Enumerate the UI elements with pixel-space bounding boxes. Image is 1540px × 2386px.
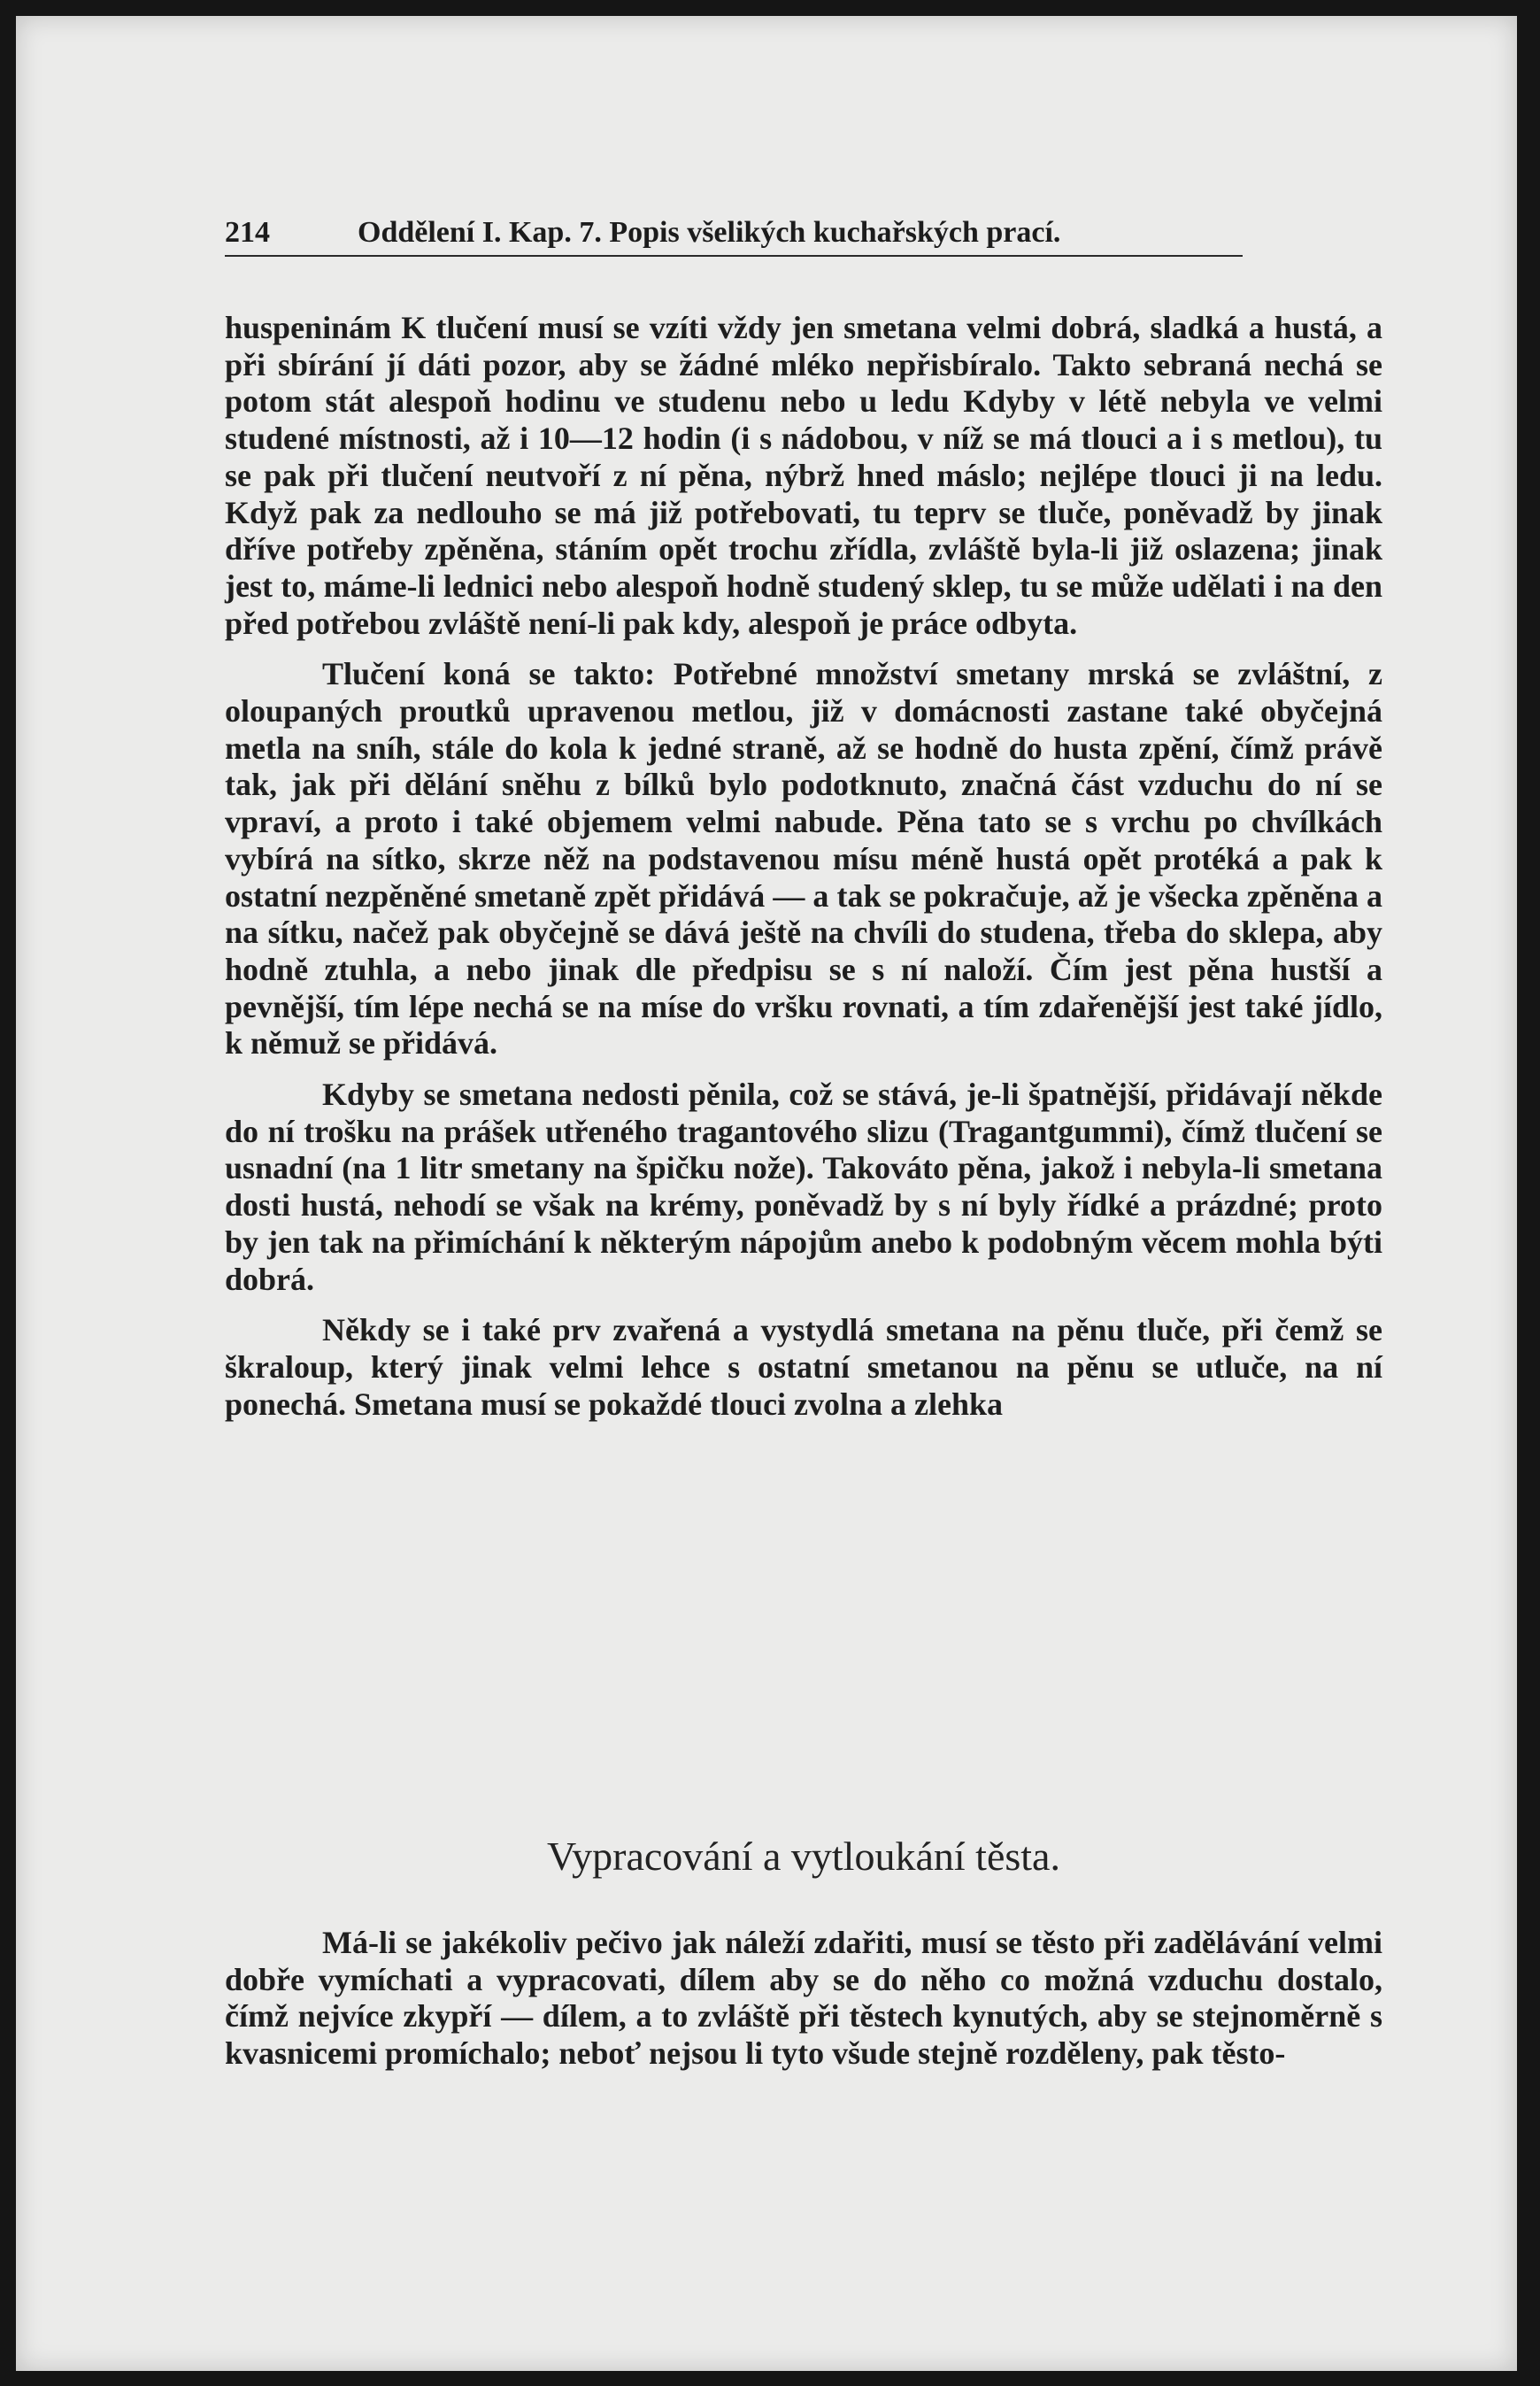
section-heading: Vypracování a vytloukání těsta. <box>547 1834 1060 1879</box>
paragraph-1: huspeninám K tlučení musí se vzíti vždy jen smetana velmi dobrá, sladká a hustá, a při sbírání jí dáti pozor, aby se žádné mléko nepřisbíralo. Takto sebraná nechá se potom stát alespoň hodinu ve studenu nebo u ledu Kdyby v létě nebyla ve velmi studené místnosti, až i 10—12 hodin (i s nádobou, v níž se má tlouci a i s metlou), tu se pak při tlučení neutvoří z ní pěna, nýbrž hned máslo; nejlépe tlouci ji na ledu. Když pak za nedlouho se má již potřebovati, tu teprv se tluče, poněvadž by jinak dříve potřeby zpěněna, stáním opět trochu zřídla, zvláště byla-li již oslazena; jinak jest to, máme-li lednici nebo alespoň hodně studený sklep, tu se může udělati i na den před potřebou zvláště není-li pak kdy, alespoň je práce odbyta. <box>225 310 1382 641</box>
section-paragraph-1: Má-li se jakékoliv pečivo jak náleží zdařiti, musí se těsto při zadělávání velmi dobře vymíchati a vypracovati, dílem aby se do něho co možná vzduchu dostalo, čímž nejvíce zkypří — dílem, a to zvláště při těstech kynutých, aby se stejnoměrně s kvasnicemi promíchalo; neboť nejsou li tyto všude stejně rozděleny, pak těsto- <box>225 1925 1382 2072</box>
book-page <box>16 16 1517 2371</box>
paragraph-4: Někdy se i také prv zvařená a vystydlá smetana na pěnu tluče, při čemž se škraloup, který jinak velmi lehce s ostatní smetanou na pěnu se utluče, na ní ponechá. Smetana musí se pokaždé tlouci zvolna a zlehka <box>225 1312 1382 1422</box>
running-title: Oddělení I. Kap. 7. Popis všelikých kuchařských prací. <box>358 216 1061 249</box>
body-text-block <box>225 310 1382 1437</box>
running-header <box>225 216 1243 257</box>
paragraph-3: Kdyby se smetana nedosti pěnila, což se stává, je-li špatnější, přidávají někde do ní trošku na prášek utřeného tragantového slizu (Tragantgummi), čímž tlučení se usnadní (na 1 litr smetany na špičku nože). Takováto pěna, jakož i nebyla-li smetana dosti hustá, nehodí se však na krémy, poněvadž by s ní byly řídké a prázdné; proto by jen tak na přimíchání k některým nápojům anebo k podobným věcem mohla býti dobrá. <box>225 1077 1382 1297</box>
paragraph-2: Tlučení koná se takto: Potřebné množství smetany mrská se zvláštní, z oloupaných proutků upravenou metlou, již v domácnosti zastane také obyčejná metla na sníh, stále do kola k jedné straně, až se hodně do husta zpění, čímž právě tak, jak při dělání sněhu z bílků bylo podotknuto, značná část vzduchu do ní se vpraví, a proto i také objemem velmi nabude. Pěna tato se s vrchu po chvílkách vybírá na sítko, skrze něž na podstavenou mísu méně hustá opět protéká a pak k ostatní nezpěněné smetaně zpět přidává — a tak se pokračuje, až je všecka zpěněna a na sítku, načež pak obyčejně se dává ještě na chvíli do studena, třeba do sklepa, aby hodně ztuhla, a nebo jinak dle předpisu se s ní naloží. Čím jest pěna hustší a pevnější, tím lépe nechá se na míse do vršku rovnati, a tím zdařenější jest také jídlo, k němuž se přidává. <box>225 656 1382 1062</box>
page-number: 214 <box>225 216 270 249</box>
section-body-text <box>225 1925 1382 2087</box>
